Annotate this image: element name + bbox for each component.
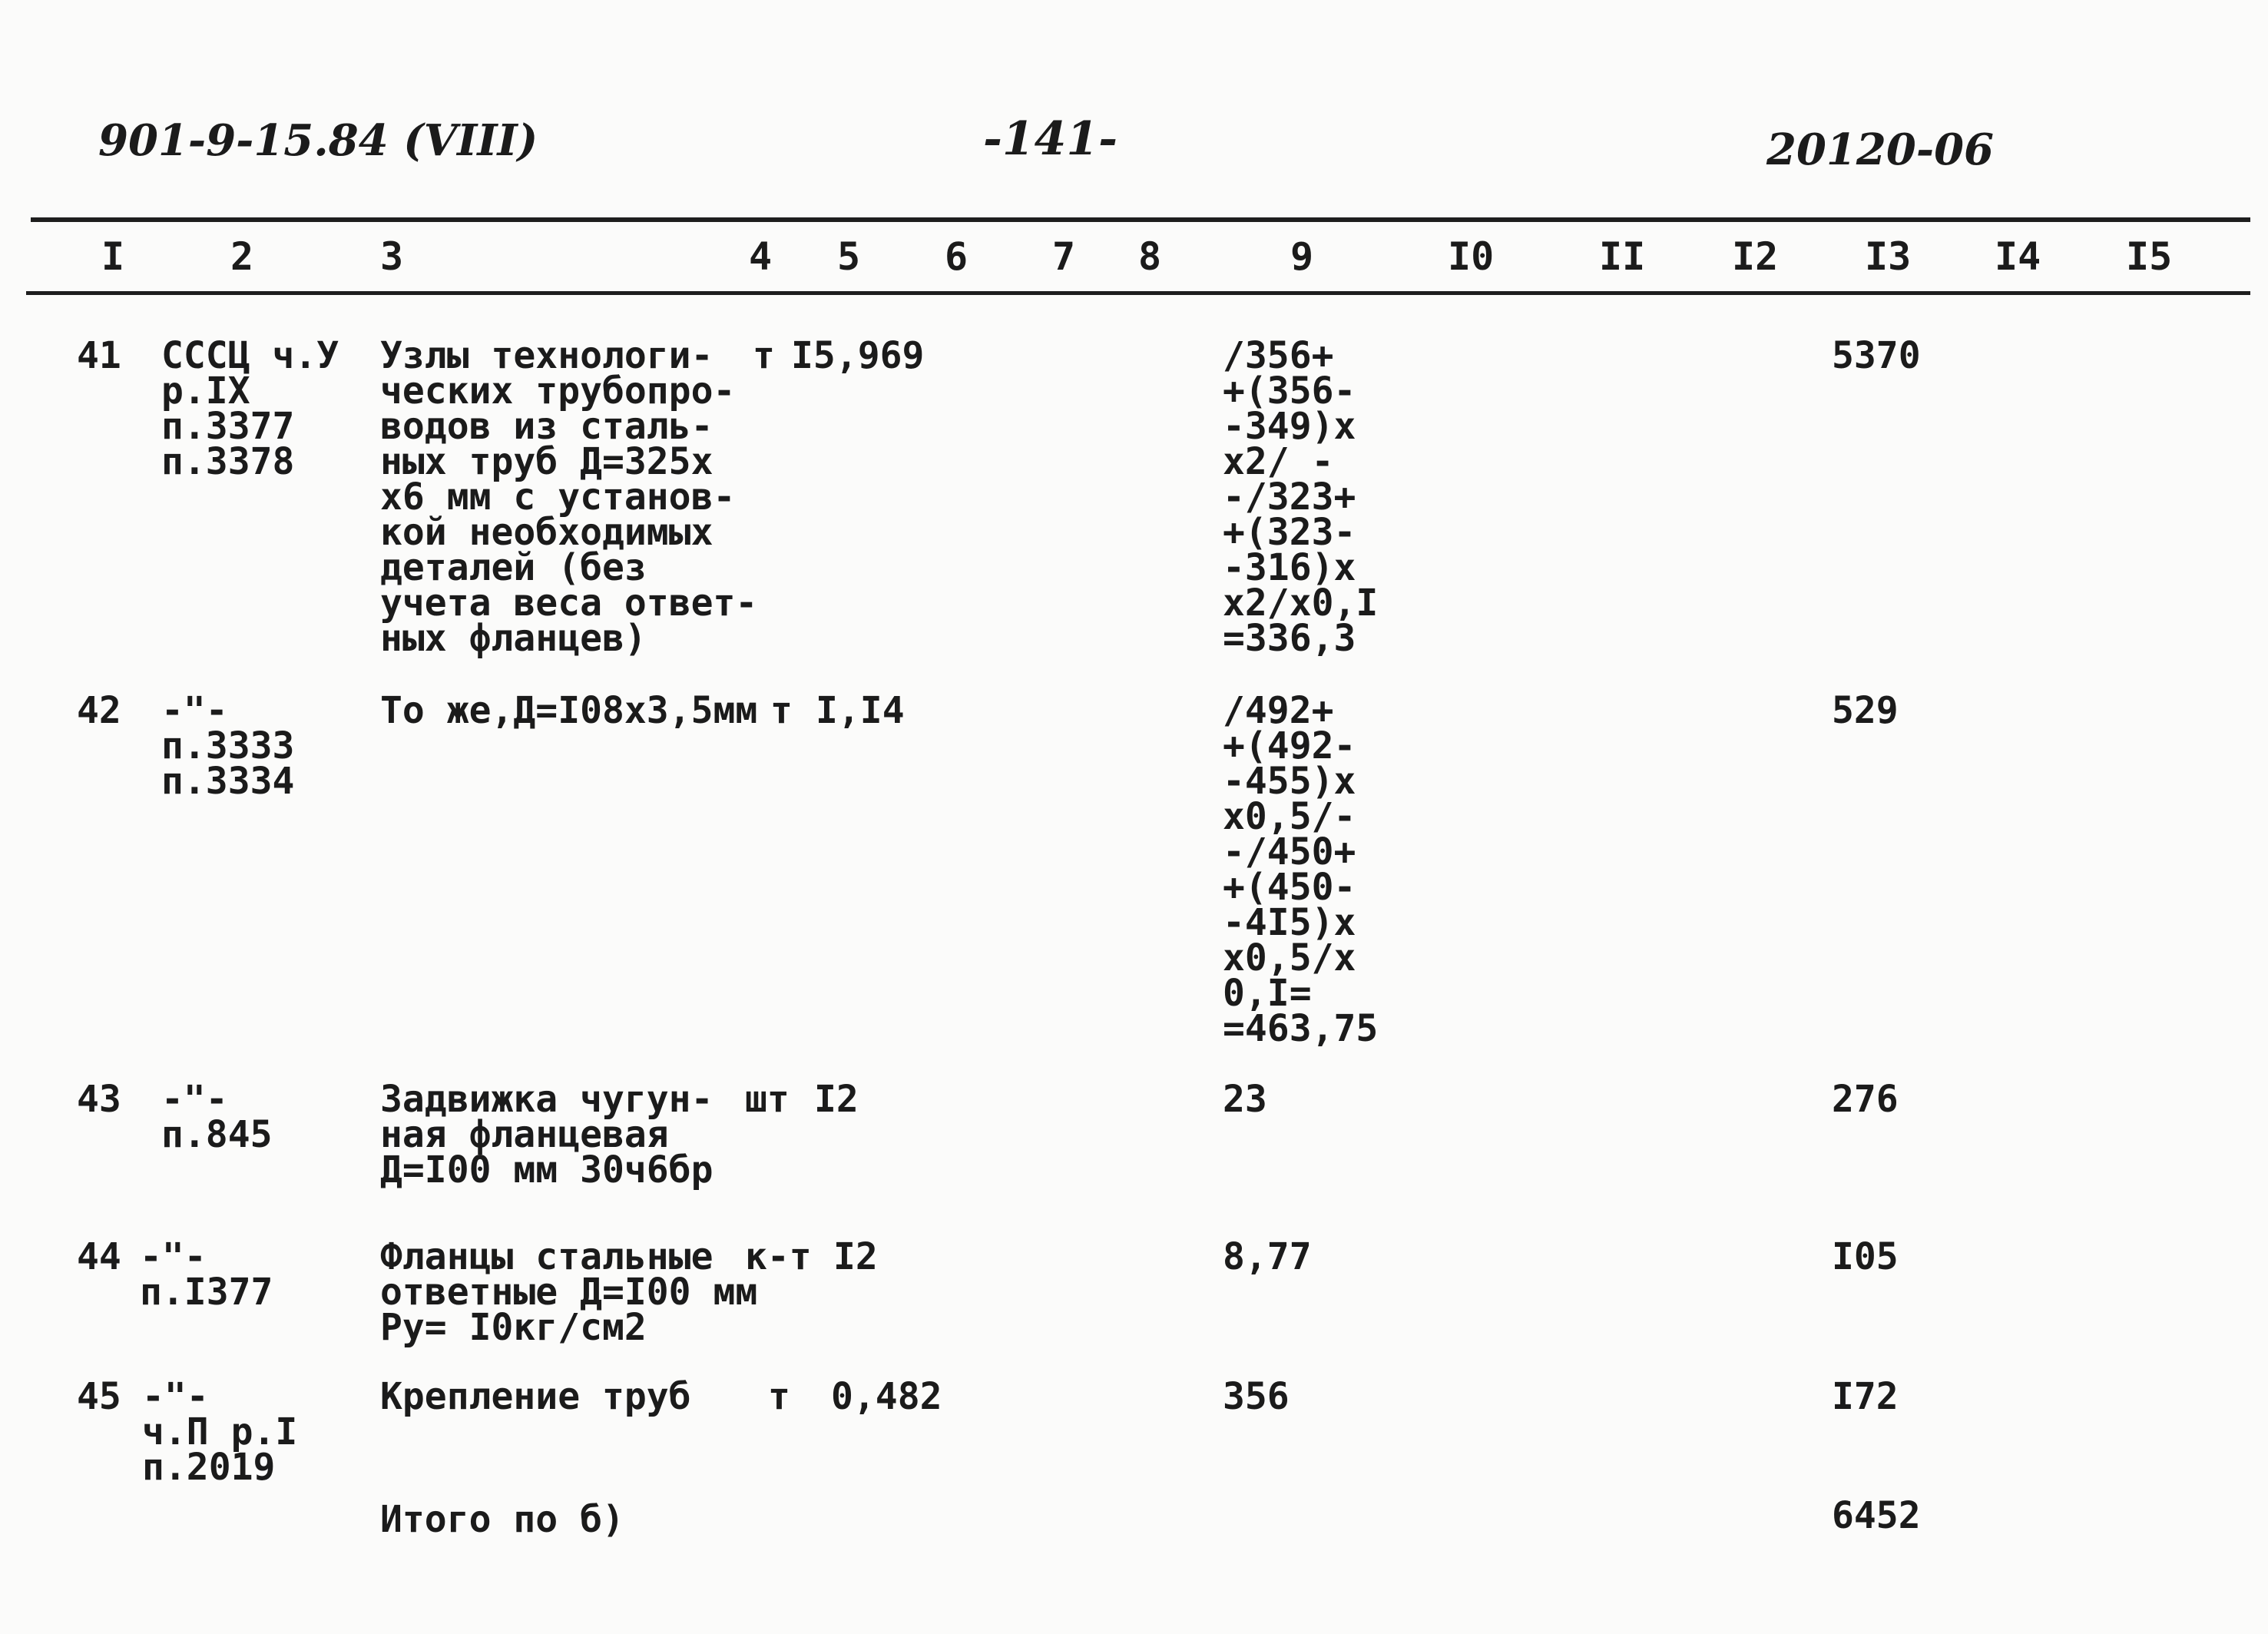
row-number: 42: [77, 689, 121, 732]
col-header-2: 2: [230, 234, 254, 279]
row-unit: т: [770, 689, 793, 732]
col-header-9: 9: [1290, 234, 1314, 279]
row-total: I05: [1832, 1235, 1899, 1278]
row-unit: т: [753, 334, 775, 377]
row-quantity: I,I4: [816, 689, 905, 732]
row-description: Крепление труб: [380, 1375, 691, 1418]
header-top-rule: [31, 217, 2250, 222]
header-bottom-rule: [26, 291, 2250, 295]
col-header-12: I2: [1732, 234, 1779, 279]
row-number: 43: [77, 1078, 121, 1121]
row-price-calculation: /492+ +(492- -455)х х0,5/- -/450+ +(450- -4I5)х х0,5/х 0,I= =463,75: [1223, 689, 1379, 1050]
col-header-14: I4: [1995, 234, 2041, 279]
row-number: 45: [77, 1375, 121, 1418]
col-header-15: I5: [2126, 234, 2173, 279]
row-total: 5370: [1832, 334, 1921, 377]
row-reference: -"- п.845: [161, 1078, 273, 1156]
row-unit: шт: [745, 1078, 790, 1121]
row-number: 41: [77, 334, 121, 377]
row-description: То же,Д=I08х3,5мм: [380, 689, 758, 732]
col-header-4: 4: [749, 234, 773, 279]
row-unit: т: [768, 1375, 790, 1418]
col-header-10: I0: [1448, 234, 1495, 279]
col-header-6: 6: [945, 234, 968, 279]
grand-total: 6452: [1832, 1494, 1921, 1537]
row-price-calculation: /356+ +(356- -349)х х2/ - -/323+ +(323- -316)х х2/х0,I =336,3: [1223, 334, 1379, 660]
row-quantity: 0,482: [831, 1375, 942, 1418]
row-total: I72: [1832, 1375, 1899, 1418]
col-header-7: 7: [1052, 234, 1076, 279]
col-header-3: 3: [380, 234, 404, 279]
row-description: Фланцы стальные ответные Д=I00 мм Ру= I0кг/см2: [380, 1235, 758, 1349]
col-header-13: I3: [1865, 234, 1912, 279]
row-price-calculation: 356: [1223, 1375, 1290, 1418]
row-description: Узлы технологи- ческих трубопро- водов из сталь- ных труб Д=325х х6 мм с установ- кой необходимых деталей (без учета веса ответ- ных фланцев): [380, 334, 758, 660]
row-price-calculation: 8,77: [1223, 1235, 1312, 1278]
col-header-5: 5: [837, 234, 861, 279]
row-quantity: I5,969: [791, 334, 925, 377]
col-header-8: 8: [1138, 234, 1162, 279]
col-header-11: II: [1599, 234, 1646, 279]
document-code: 901-9-15.84 (VIII): [98, 115, 538, 166]
row-number: 44: [77, 1235, 121, 1278]
row-reference: -"- п.I377: [140, 1235, 273, 1314]
document-number: 20120-06: [1766, 124, 1994, 175]
row-total: 276: [1832, 1078, 1899, 1121]
row-quantity: I2: [833, 1235, 878, 1278]
col-header-1: I: [101, 234, 125, 279]
row-unit: к-т: [745, 1235, 812, 1278]
row-quantity: I2: [814, 1078, 859, 1121]
row-reference: -"- ч.П р.I п.2019: [142, 1375, 298, 1489]
row-reference: -"- п.3333 п.3334: [161, 689, 295, 803]
page-number: -141-: [983, 112, 1118, 166]
row-reference: СССЦ ч.У р.IX п.3377 п.3378: [161, 334, 339, 483]
total-label: Итого по б): [380, 1498, 624, 1541]
row-total: 529: [1832, 689, 1899, 732]
row-price-calculation: 23: [1223, 1078, 1267, 1121]
row-description: Задвижка чугун- ная фланцевая Д=I00 мм 30ч6бр: [380, 1078, 714, 1192]
